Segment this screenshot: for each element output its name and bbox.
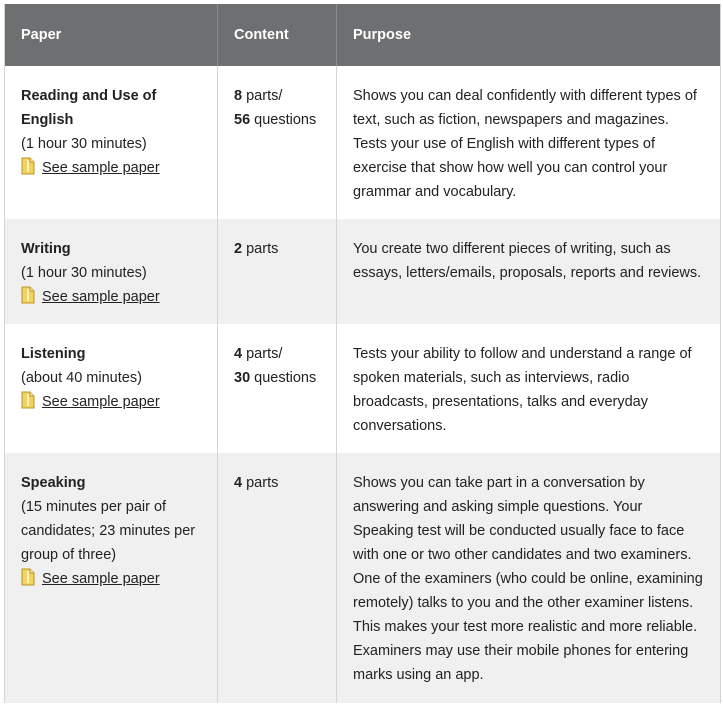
- see-sample-paper-link[interactable]: See sample paper: [42, 571, 160, 587]
- paper-cell: [5, 219, 218, 324]
- file-icon: [21, 391, 35, 409]
- table-row-listening: [5, 324, 720, 453]
- paper-duration: (1 hour 30 minutes): [21, 136, 147, 152]
- paper-title: Writing: [21, 241, 71, 257]
- purpose-cell: Tests your ability to follow and understand a range of spoken materials, such as interviews, radio broadcasts, presentations, talks and everyday conversations.: [353, 346, 692, 434]
- table-header-row: [5, 4, 720, 66]
- sample-paper-link-row: [21, 567, 201, 591]
- file-icon: [21, 157, 35, 175]
- paper-duration: (about 40 minutes): [21, 370, 142, 386]
- purpose-cell: Shows you can deal confidently with different types of text, such as fiction, newspapers and magazines. Tests your use of English with different types of exercise that show how well you can control your grammar and vocabulary.: [353, 88, 697, 200]
- exam-papers-table: [4, 4, 721, 703]
- paper-title: Speaking: [21, 475, 86, 491]
- paper-title: Listening: [21, 346, 86, 362]
- paper-title: Reading and Use of English: [21, 88, 157, 128]
- table-row-speaking: [5, 453, 720, 703]
- paper-duration: (15 minutes per pair of candidates; 23 minutes per group of three): [21, 499, 196, 563]
- header-content: Content: [218, 4, 337, 66]
- content-cell: 2 parts: [218, 219, 337, 324]
- header-purpose: Purpose: [353, 27, 412, 43]
- purpose-cell: You create two different pieces of writing, such as essays, letters/emails, proposals, reports and reviews.: [353, 241, 702, 281]
- paper-cell: [5, 66, 218, 219]
- see-sample-paper-link[interactable]: See sample paper: [42, 394, 160, 410]
- header-paper: Paper: [5, 4, 218, 66]
- sample-paper-link-row: [21, 390, 201, 414]
- content-cell: 8 parts/ 56 questions: [218, 66, 337, 219]
- content-cell: 4 parts/ 30 questions: [218, 324, 337, 453]
- content-cell: 4 parts: [218, 453, 337, 703]
- file-icon: [21, 286, 35, 304]
- table-row-writing: [5, 219, 720, 324]
- table-row-reading: [5, 66, 720, 219]
- paper-duration: (1 hour 30 minutes): [21, 265, 147, 281]
- purpose-cell: Shows you can take part in a conversation by answering and asking simple questions. Your Speaking test will be conducted usually face to face with one or two other candidates and two examiners. One of the examiners (who could be online, examining remotely) talks to you and the other examiner listens. This makes your test more realistic and more reliable. Examiners may use their mobile phones for entering marks using an app.: [353, 475, 703, 683]
- sample-paper-link-row: [21, 285, 201, 309]
- paper-cell: [5, 324, 218, 453]
- paper-cell: [5, 453, 218, 703]
- file-icon: [21, 568, 35, 586]
- see-sample-paper-link[interactable]: See sample paper: [42, 289, 160, 305]
- sample-paper-link-row: [21, 156, 201, 180]
- see-sample-paper-link[interactable]: See sample paper: [42, 160, 160, 176]
